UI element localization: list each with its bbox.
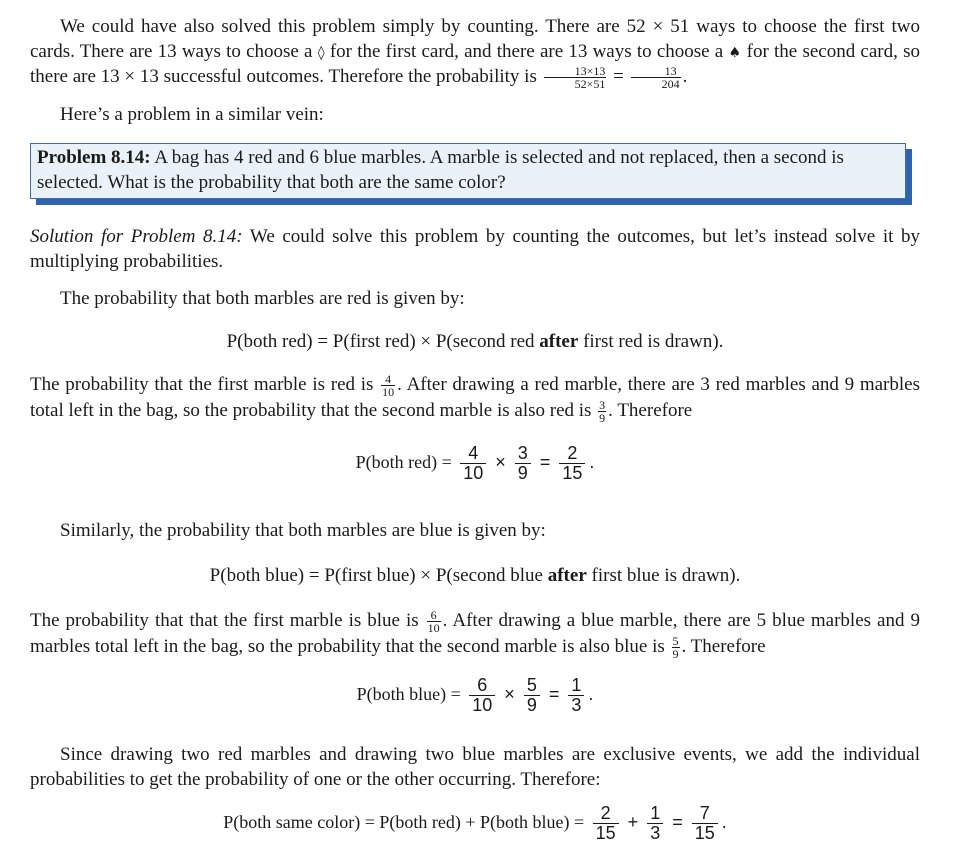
text-run: . After drawing a red marble, there are 3 red marbles and 9 marbles total left in the bag, so the probability that the second marble is also red is [30, 374, 920, 422]
fraction-denominator: 10 [382, 385, 395, 400]
equation-final [30, 804, 920, 843]
paragraph-similar: Here’s a problem in a similar vein: [60, 104, 324, 125]
fraction-numerator: 1 [568, 676, 584, 696]
equation-red [30, 444, 920, 483]
fraction [515, 444, 531, 483]
fraction [544, 65, 607, 90]
text-run: . After drawing a blue marble, there are 5 blue marbles and 9 marbles total left in the bag, so the probability that the second marble is also blue is [30, 610, 920, 658]
text-run: We could have also solved this problem simply by counting. There are 52 × 51 ways to choose the first two cards. There are 13 ways to choose a [30, 16, 920, 63]
equation-red-definition [30, 329, 920, 354]
fraction-denominator: 3 [650, 822, 661, 843]
solution-label: Solution for Problem 8.14: [30, 226, 243, 247]
paragraph-final: Since drawing two red marbles and drawing two blue marbles are exclusive events, we add the individual probabilities to get the probability of one or the other occurring. Therefore: [30, 744, 920, 791]
fraction-numerator: 5 [524, 676, 540, 696]
fraction-denominator: 9 [517, 462, 528, 483]
text-run: The probability that the first marble is red is [30, 374, 380, 395]
bold-after: after [539, 331, 579, 352]
fraction [647, 804, 663, 843]
fraction-denominator: 3 [571, 694, 582, 715]
diamond-suit-icon: ◊ [317, 45, 325, 62]
fraction-numerator: 13 [631, 65, 681, 78]
fraction [692, 804, 718, 843]
problem-box [30, 143, 906, 199]
fraction-denominator: 52×51 [574, 77, 606, 92]
fraction [568, 676, 584, 715]
fraction-denominator: 9 [599, 411, 606, 426]
times-sign: × [499, 684, 520, 705]
equals-sign: = [543, 684, 565, 705]
solution-paragraph [30, 224, 920, 274]
fraction-denominator: 9 [672, 647, 679, 662]
fraction-numerator: 4 [460, 444, 486, 464]
fraction [593, 804, 619, 843]
paragraph-red [30, 372, 920, 424]
text-run: The probability that that the first marble is blue is [30, 610, 425, 631]
period: . [588, 684, 594, 705]
problem-statement [37, 145, 899, 195]
fraction-numerator: 3 [515, 444, 531, 464]
fraction-numerator: 4 [381, 373, 395, 386]
text-run: for the second card, so there are 13 × 13 successful outcomes. Therefore the probability is [30, 41, 920, 88]
text-run: first blue is drawn). [586, 565, 741, 586]
text-run: . Therefore [608, 400, 693, 422]
equation-blue-definition [30, 563, 920, 588]
text-run: first red is drawn). [578, 331, 724, 352]
fraction-numerator: 1 [647, 804, 663, 824]
fraction [672, 635, 680, 660]
fraction-denominator: 9 [526, 694, 537, 715]
fraction-denominator: 10 [427, 621, 440, 636]
text-run: for the first card, and there are 13 ways to choose a [324, 41, 729, 63]
fraction-denominator: 15 [562, 462, 583, 483]
equals-sign: = [534, 452, 556, 473]
fraction-numerator: 6 [469, 676, 495, 696]
fraction-denominator: 10 [472, 694, 493, 715]
plus-sign: + [622, 812, 644, 833]
paragraph-counting [30, 14, 920, 90]
period: . [721, 812, 727, 833]
paragraph-blue [30, 608, 920, 660]
fraction-numerator: 2 [559, 444, 585, 464]
fraction [460, 444, 486, 483]
fraction-numerator: 5 [672, 634, 679, 649]
problem-label: Problem 8.14: [37, 147, 151, 168]
fraction-denominator: 15 [595, 822, 616, 843]
fraction [524, 676, 540, 715]
period: . [589, 452, 595, 473]
equation-lhs: P(both same color) = P(both red) + P(both blue) = [223, 812, 589, 833]
bold-after: after [547, 565, 587, 586]
period: . [682, 66, 688, 88]
fraction-denominator: 10 [463, 462, 484, 483]
fraction [559, 444, 585, 483]
text-run: P(both blue) = P(first blue) × P(second blue [209, 565, 548, 586]
equation-lhs: P(both blue) = [356, 684, 466, 705]
times-sign: × [490, 452, 511, 473]
fraction-numerator: 6 [427, 609, 441, 622]
equation-lhs: P(both red) = [355, 452, 457, 473]
fraction [427, 609, 441, 634]
fraction-numerator: 3 [599, 398, 606, 413]
problem-text: A bag has 4 red and 6 blue marbles. A marble is selected and not replaced, then a second is selected. What is the probability that both are the same color? [37, 147, 844, 194]
equation-blue [30, 676, 920, 715]
text-run: . Therefore [681, 636, 766, 658]
fraction [598, 399, 606, 424]
equals-sign: = [667, 812, 688, 833]
text-run: P(both red) = P(first red) × P(second red [226, 331, 540, 352]
spade-suit-icon: ♠ [728, 45, 742, 62]
fraction-numerator: 13×13 [544, 65, 607, 78]
fraction [381, 373, 395, 398]
paragraph-red-intro: The probability that both marbles are red is given by: [60, 288, 465, 309]
fraction-numerator: 2 [593, 804, 619, 824]
fraction [631, 65, 681, 90]
fraction [469, 676, 495, 715]
equals-sign: = [608, 66, 629, 88]
solution-text: We could solve this problem by counting the outcomes, but let’s instead solve it by multiplying probabilities. [30, 226, 920, 273]
fraction-numerator: 7 [692, 804, 718, 824]
paragraph-blue-intro: Similarly, the probability that both marbles are blue is given by: [60, 520, 546, 541]
fraction-denominator: 204 [661, 77, 680, 92]
fraction-denominator: 15 [694, 822, 715, 843]
